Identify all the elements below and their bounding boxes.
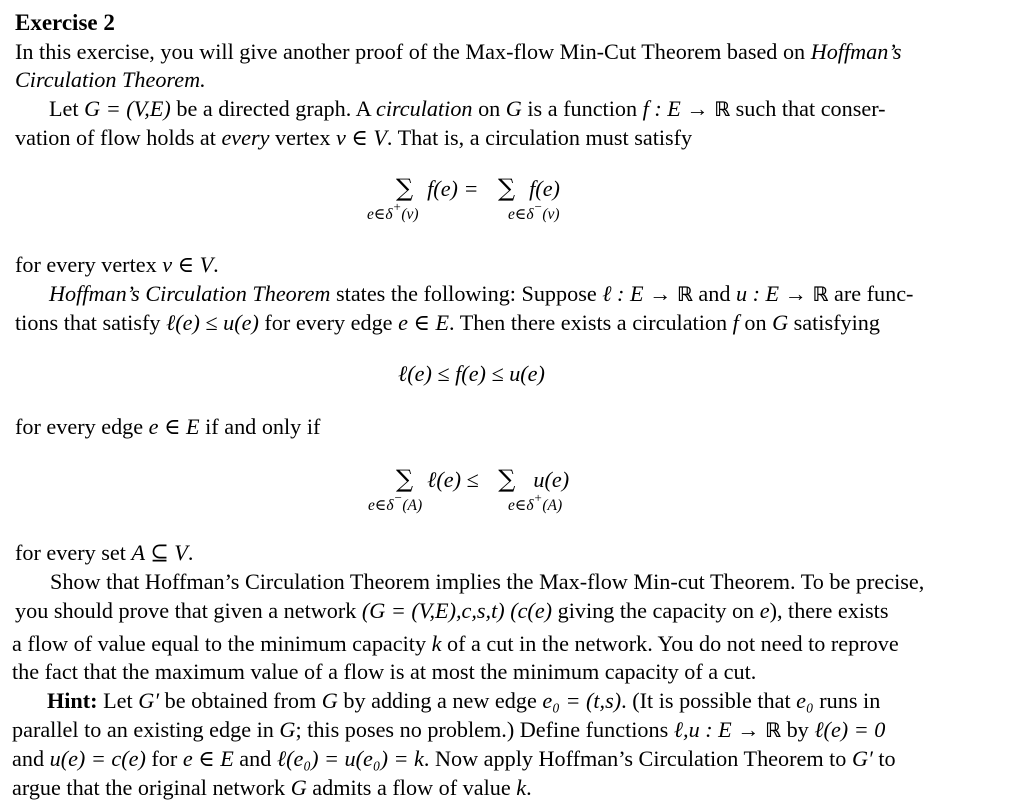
eq2: ℓ(e) ≤ f(e) ≤ u(e) (398, 361, 545, 386)
after-eq2: for every edge e ∈ E if and only if (15, 414, 321, 439)
reals-symbol: ℝ (714, 97, 731, 121)
hint-line-2: parallel to an existing edge in G; this poses no problem.) Define functions ℓ,u : E → ℝ by ℓ(e) = 0 (12, 717, 886, 742)
after-eq3: for every set A ⊆ V. (15, 540, 194, 565)
hint-line-3: and u(e) = c(e) for e ∈ E and ℓ(e₀) = u(e₀) = k. Now apply Hoffman’s Circulation Theorem to G′ to (12, 746, 896, 771)
para2-line-2: tions that satisfy ℓ(e) ≤ u(e) for every edge e ∈ E. Then there exists a circulation f on G satisfying (15, 310, 880, 335)
sum-symbol: ∑ (396, 174, 414, 202)
intro-line-1: In this exercise, you will give another proof of the Max-flow Min-Cut Theorem based on Hoffman’s (15, 39, 902, 64)
para2-line-1: Hoffman’s Circulation Theorem states the following: Suppose ℓ : E → ℝ and u : E → ℝ are func- (49, 281, 914, 306)
exercise-heading: Exercise 2 (15, 10, 115, 35)
eq1-sub-right: e∈δ−(v) (508, 199, 560, 223)
para1-line-2: vation of flow holds at every vertex v ∈ V. That is, a circulation must satisfy (15, 125, 693, 150)
intro-line-2: Circulation Theorem. (15, 67, 206, 92)
hint-label: Hint: (47, 688, 98, 713)
para1-line-1: Let G = (V,E) be a directed graph. A circulation on G is a function f : E → ℝ such that conser- (49, 96, 886, 121)
eq3-sub-left: e∈δ−(A) (368, 490, 423, 514)
hint-line-1: Hint: Let G′ be obtained from G by adding a new edge e₀ = (t,s). (It is possible that e₀ runs in (47, 688, 881, 713)
sum-symbol: ∑ (498, 174, 516, 202)
para3-line-4: the fact that the maximum value of a flow is at most the minimum capacity of a cut. (12, 659, 757, 684)
eq3-sub-right: e∈δ+(A) (508, 490, 563, 514)
eq3-main: ∑ ℓ(e) ≤ ∑ u(e) (396, 465, 570, 493)
after-eq1: for every vertex v ∈ V. (15, 252, 219, 277)
reals-symbol: ℝ (812, 282, 829, 306)
sum-symbol: ∑ (396, 465, 414, 493)
reals-symbol: ℝ (676, 282, 693, 306)
reals-symbol: ℝ (765, 718, 782, 742)
eq1-main: ∑ f(e) = ∑ f(e) (396, 174, 560, 202)
para3-line-1: Show that Hoffman’s Circulation Theorem implies the Max-flow Min-cut Theorem. To be precise, (50, 569, 925, 594)
hint-line-4: argue that the original network G admits a flow of value k. (12, 775, 532, 800)
sum-symbol: ∑ (498, 465, 516, 493)
eq1-sub-left: e∈δ+(v) (367, 199, 419, 223)
para3-line-2: you should prove that given a network (G = (V,E),c,s,t) (c(e) giving the capacity on e), there exists (15, 598, 889, 623)
para3-line-3: a flow of value equal to the minimum capacity k of a cut in the network. You do not need to reprove (12, 631, 899, 656)
